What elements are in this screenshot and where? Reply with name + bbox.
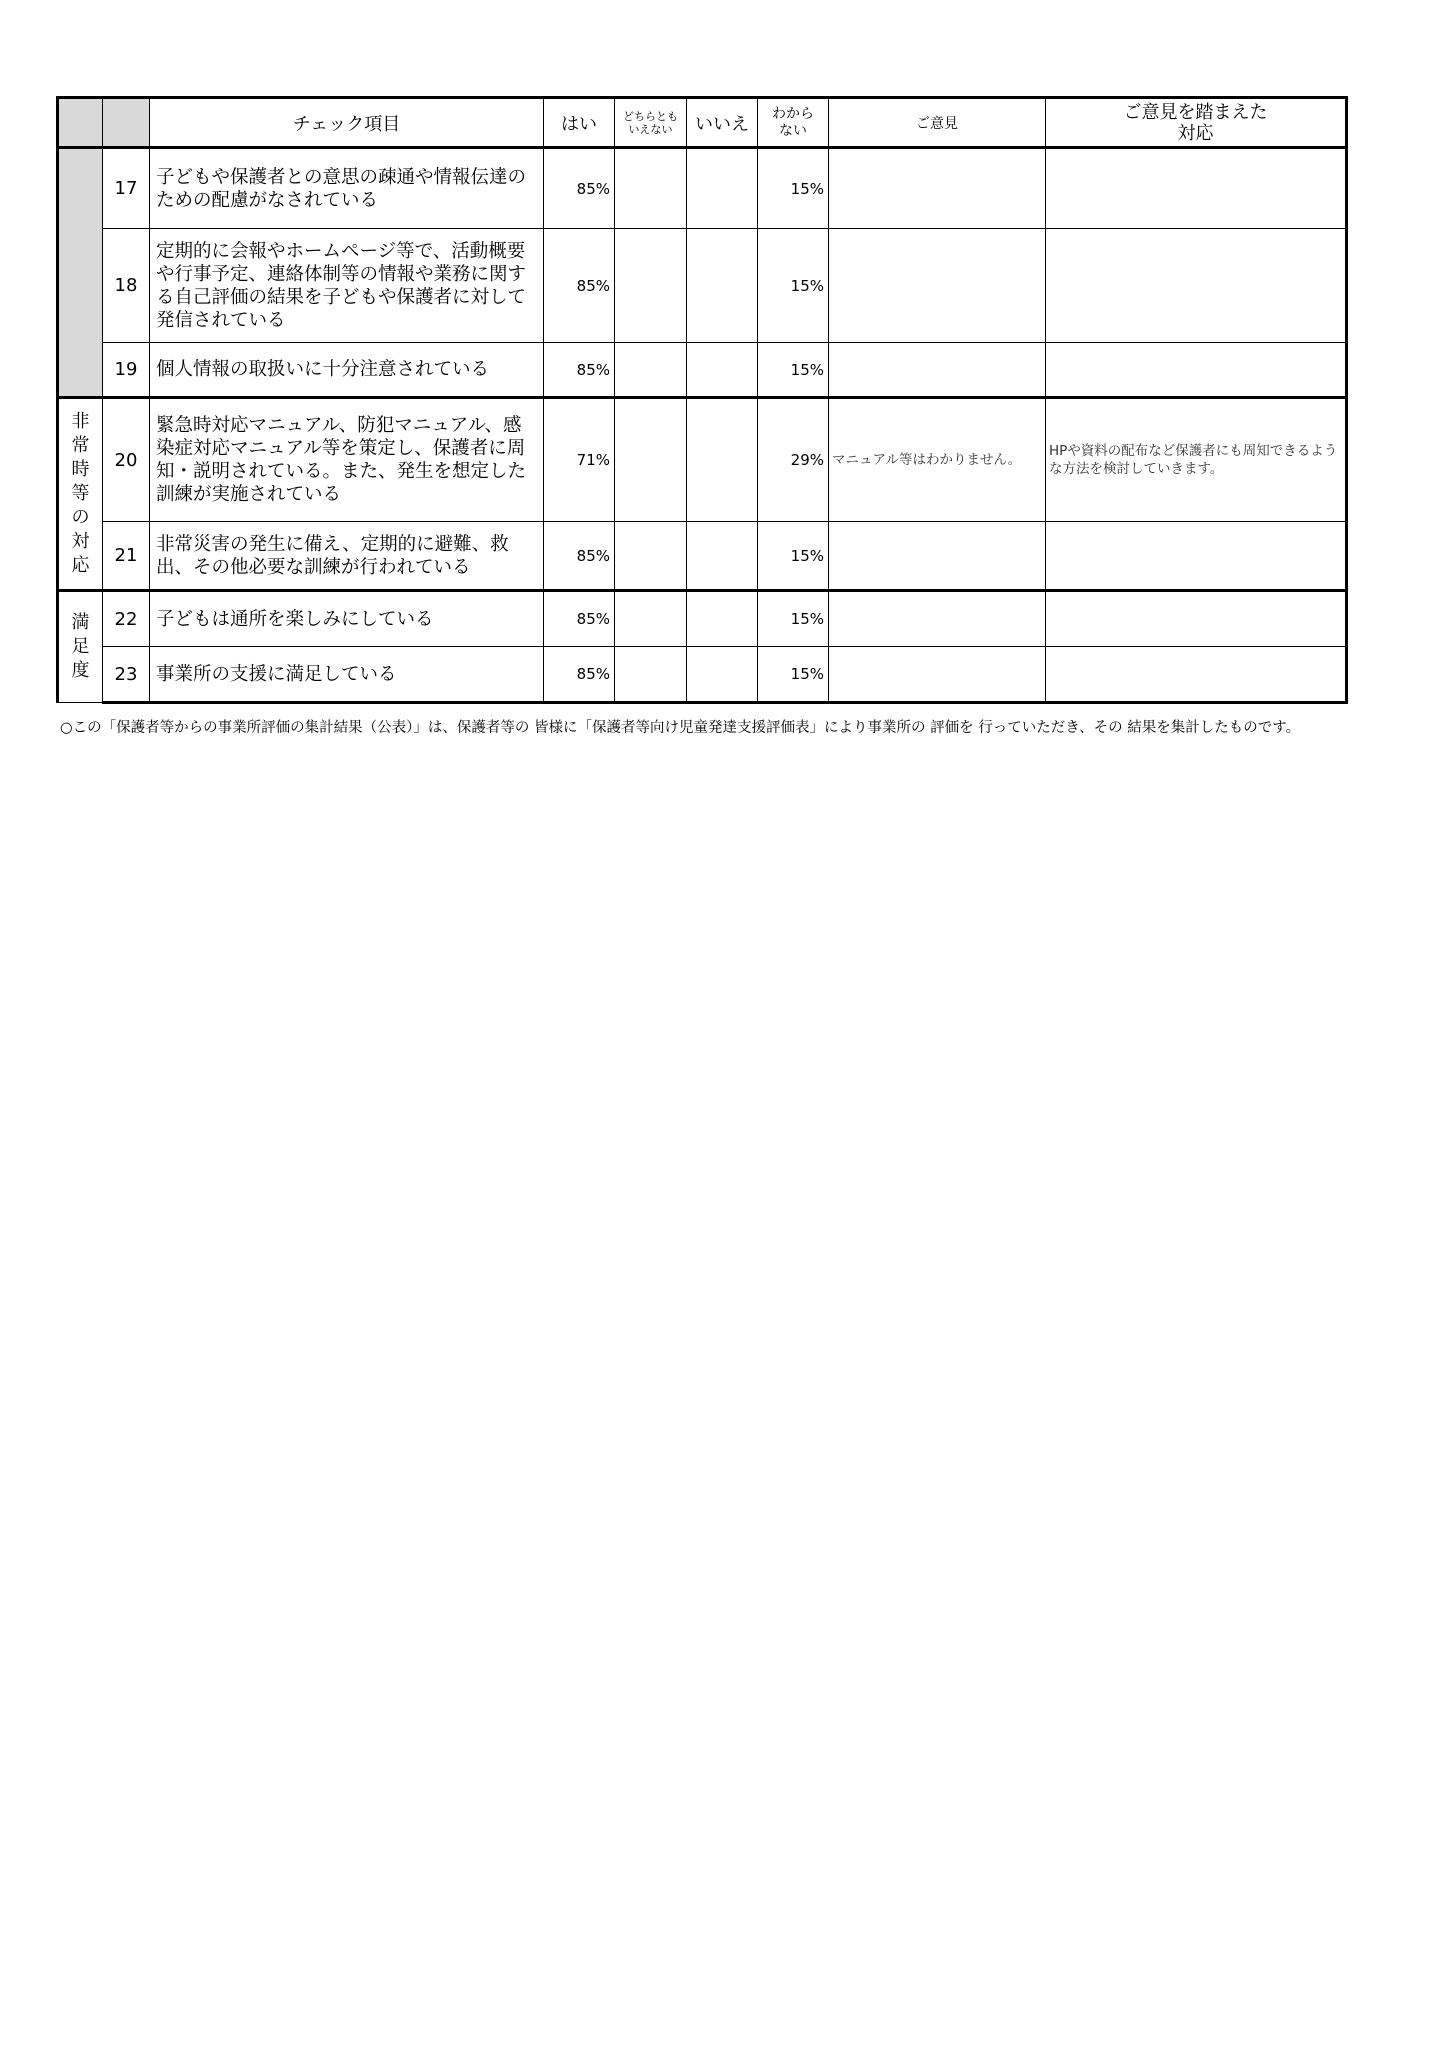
neither-percent (615, 398, 687, 522)
category-char: 時 (71, 459, 90, 480)
neither-percent (615, 148, 687, 229)
header-neither (615, 98, 687, 148)
category-char: 足 (71, 636, 90, 657)
unknown-percent: 15% (758, 647, 829, 703)
neither-percent (615, 343, 687, 398)
table-row (58, 591, 1347, 647)
response-text (1046, 591, 1347, 647)
unknown-percent: 29% (758, 398, 829, 522)
yes-percent: 85% (544, 647, 615, 703)
header-unknown-line2: ない (779, 122, 807, 139)
row-number: 18 (103, 229, 150, 343)
header-row (58, 98, 1347, 148)
category-char: の (71, 507, 90, 528)
neither-percent (615, 591, 687, 647)
header-neither-line2: いえない (628, 122, 673, 136)
table-row (58, 522, 1347, 591)
header-neither-line1: どちらとも (623, 109, 678, 123)
response-text (1046, 343, 1347, 398)
check-item-text: 非常災害の発生に備え、定期的に避難、救出、その他必要な訓練が行われている (150, 522, 544, 591)
category-char: 等 (71, 483, 90, 504)
table-row (58, 148, 1347, 229)
check-item-text: 子どもは通所を楽しみにしている (150, 591, 544, 647)
category-cell-previous (58, 148, 103, 398)
response-text (1046, 522, 1347, 591)
row-number: 21 (103, 522, 150, 591)
header-unknown (758, 98, 829, 148)
header-opinion: ご意見 (829, 98, 1046, 148)
category-emergency (58, 398, 103, 591)
neither-percent (615, 522, 687, 591)
header-response-line2: 対応 (1177, 122, 1214, 144)
header-no: いいえ (687, 98, 758, 148)
yes-percent: 85% (544, 343, 615, 398)
row-number: 19 (103, 343, 150, 398)
response-text (1046, 229, 1347, 343)
evaluation-table (56, 96, 1348, 704)
header-response-line1: ご意見を踏まえた (1123, 101, 1268, 123)
opinion-text (829, 647, 1046, 703)
yes-percent: 85% (544, 591, 615, 647)
yes-percent: 85% (544, 229, 615, 343)
check-item-text: 事業所の支援に満足している (150, 647, 544, 703)
category-char: 常 (71, 435, 90, 456)
category-char: 対 (71, 531, 90, 552)
header-category-cell (58, 98, 103, 148)
opinion-text (829, 229, 1046, 343)
opinion-text (829, 343, 1046, 398)
no-percent (687, 148, 758, 229)
yes-percent: 85% (544, 148, 615, 229)
category-char: 満 (71, 612, 90, 633)
no-percent (687, 647, 758, 703)
unknown-percent: 15% (758, 343, 829, 398)
unknown-percent: 15% (758, 591, 829, 647)
header-number-cell (103, 98, 150, 148)
neither-percent (615, 229, 687, 343)
row-number: 20 (103, 398, 150, 522)
check-item-text: 定期的に会報やホームページ等で、活動概要や行事予定、連絡体制等の情報や業務に関する自己評価の結果を子どもや保護者に対して発信されている (150, 229, 544, 343)
table-row (58, 229, 1347, 343)
header-unknown-line1: わから (772, 105, 814, 122)
category-char: 度 (71, 660, 90, 681)
table-row (58, 398, 1347, 522)
opinion-text (829, 148, 1046, 229)
response-text: HPや資料の配布など保護者にも周知できるような方法を検討していきます。 (1046, 398, 1347, 522)
category-char: 非 (71, 411, 90, 432)
no-percent (687, 343, 758, 398)
no-percent (687, 229, 758, 343)
opinion-text: マニュアル等はわかりません。 (829, 398, 1046, 522)
yes-percent: 85% (544, 522, 615, 591)
row-number: 22 (103, 591, 150, 647)
no-percent (687, 591, 758, 647)
yes-percent: 71% (544, 398, 615, 522)
category-char: 応 (71, 555, 90, 576)
table-row (58, 647, 1347, 703)
table-row (58, 343, 1347, 398)
check-item-text: 個人情報の取扱いに十分注意されている (150, 343, 544, 398)
header-check-item: チェック項目 (150, 98, 544, 148)
check-item-text: 子どもや保護者との意思の疎通や情報伝達のための配慮がなされている (150, 148, 544, 229)
unknown-percent: 15% (758, 522, 829, 591)
no-percent (687, 398, 758, 522)
no-percent (687, 522, 758, 591)
response-text (1046, 148, 1347, 229)
unknown-percent: 15% (758, 148, 829, 229)
header-response (1046, 98, 1347, 148)
row-number: 23 (103, 647, 150, 703)
opinion-text (829, 591, 1046, 647)
check-item-text: 緊急時対応マニュアル、防犯マニュアル、感染症対応マニュアル等を策定し、保護者に周知・説明されている。また、発生を想定した訓練が実施されている (150, 398, 544, 522)
unknown-percent: 15% (758, 229, 829, 343)
response-text (1046, 647, 1347, 703)
category-satisfaction (58, 591, 103, 703)
header-yes: はい (544, 98, 615, 148)
neither-percent (615, 647, 687, 703)
footnote: ○この「保護者等からの事業所評価の集計結果（公表）」は、保護者等の 皆様に「保護者等向け児童発達支援評価表」により事業所の 評価を 行っていただき、その 結果を集計したものです。 (60, 720, 1301, 736)
row-number: 17 (103, 148, 150, 229)
opinion-text (829, 522, 1046, 591)
